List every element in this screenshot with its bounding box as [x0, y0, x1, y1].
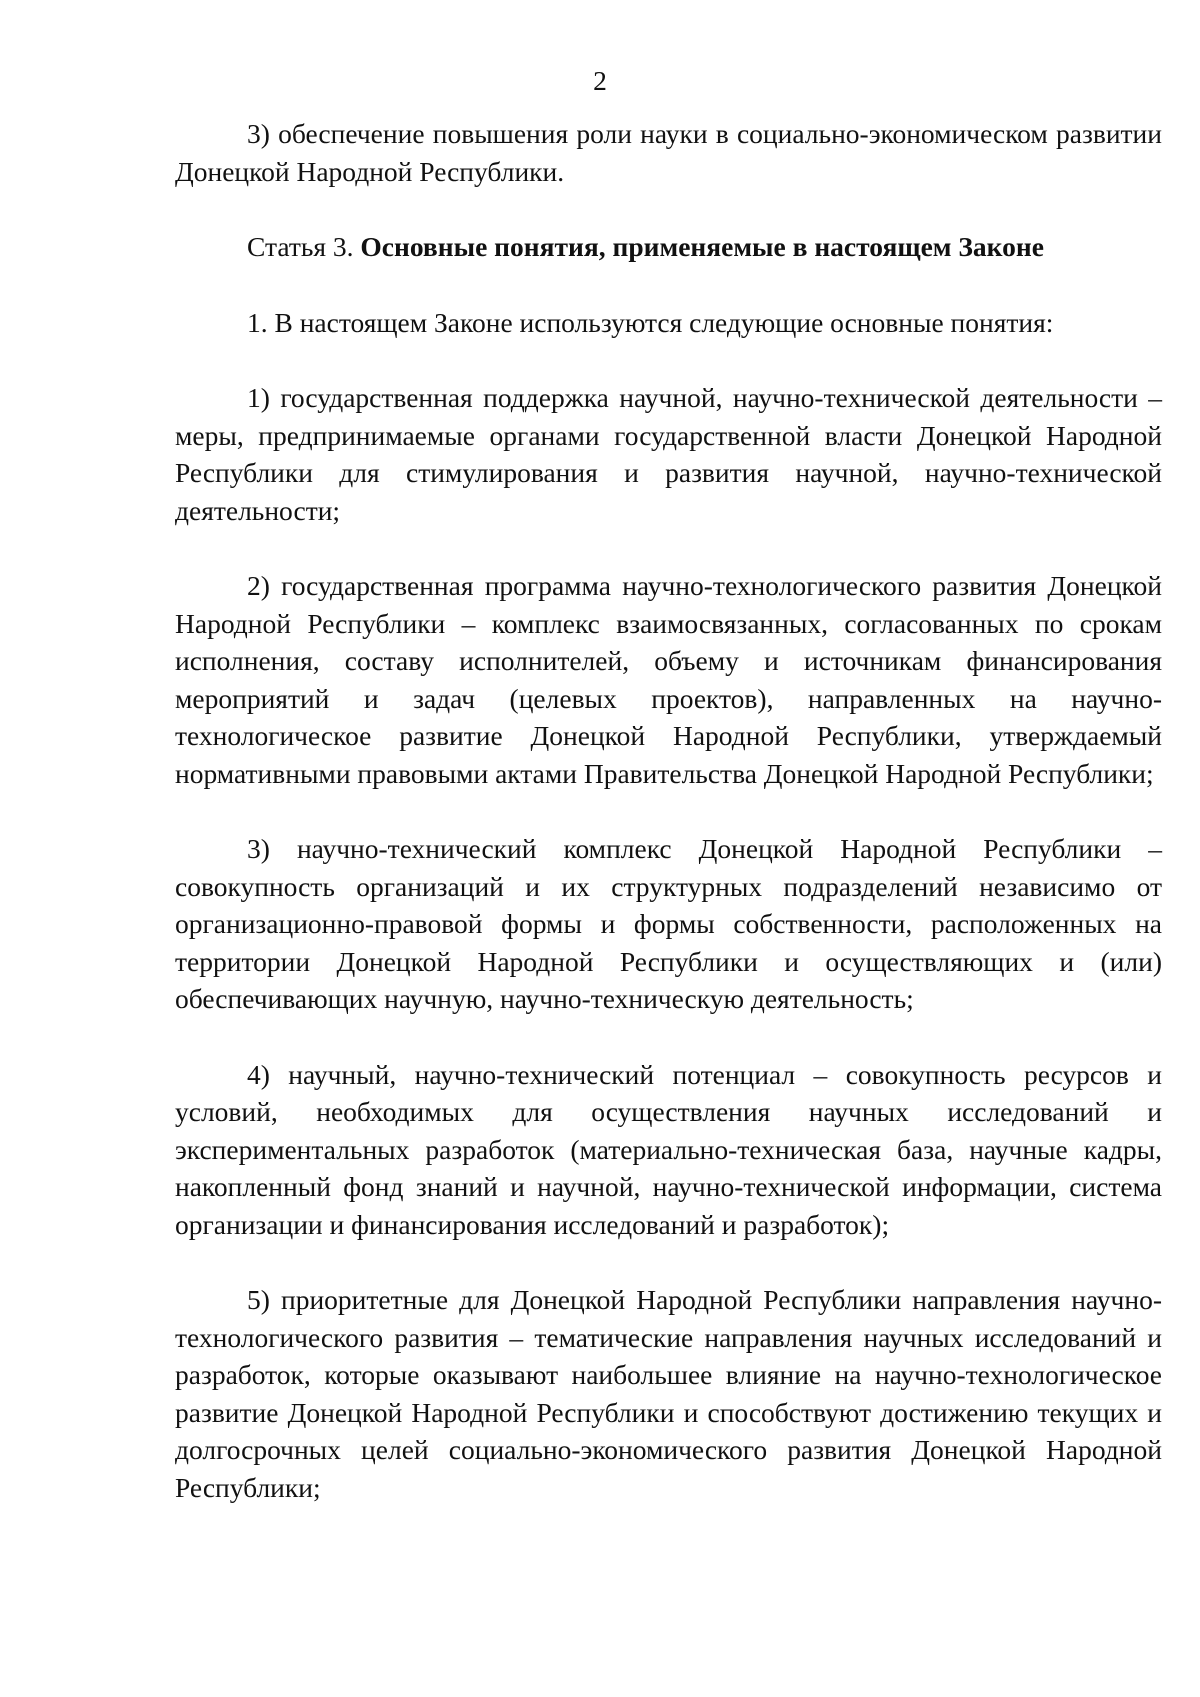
page-number: 2	[593, 65, 607, 96]
article-heading	[175, 228, 1162, 266]
definition-2: 2) государственная программа научно-технологического развития Донецкой Народной Республики – комплекс взаимосвязанных, согласованных по срокам исполнения, составу исполнителей, объему и источникам финансирования мероприятий и задач (целевых проектов), направленных на научно-технологическое развитие Донецкой Народной Республики, утверждаемый нормативными правовыми актами Правительства Донецкой Народной Республики;	[175, 570, 1162, 789]
paragraph-item-3-goal: 3) обеспечение повышения роли науки в социально-экономическом развитии Донецкой Народной Республики.	[175, 118, 1162, 187]
definition-3: 3) научно-технический комплекс Донецкой Народной Республики – совокупность организаций и их структурных подразделений независимо от организационно-правовой формы и формы собственности, расположенных на территории Донецкой Народной Республики и осуществляющих и (или) обеспечивающих научную, научно-техническую деятельность;	[175, 833, 1162, 1014]
article-label: Статья 3.	[247, 231, 354, 262]
article-title: Основные понятия, применяемые в настоящем Законе	[360, 231, 1044, 262]
article-intro: 1. В настоящем Законе используются следующие основные понятия:	[247, 306, 1054, 338]
definition-1: 1) государственная поддержка научной, научно-технической деятельности – меры, предпринимаемые органами государственной власти Донецкой Народной Республики для стимулирования и развития научной, научно-технической деятельности;	[175, 382, 1162, 526]
definition-4: 4) научный, научно-технический потенциал – совокупность ресурсов и условий, необходимых для осуществления научных исследований и экспериментальных разработок (материально-техническая база, научные кадры, накопленный фонд знаний и научной, научно-технической информации, система организации и финансирования исследований и разработок);	[175, 1058, 1162, 1240]
document-body	[175, 115, 1162, 1506]
definition-5: 5) приоритетные для Донецкой Народной Республики направления научно-технологического развития – тематические направления научных исследований и разработок, которые оказывают наибольшее влияние на научно-технологическое развитие Донецкой Народной Республики и способствуют достижению текущих и долгосрочных целей социально-экономического развития Донецкой Народной Республики;	[175, 1284, 1162, 1503]
